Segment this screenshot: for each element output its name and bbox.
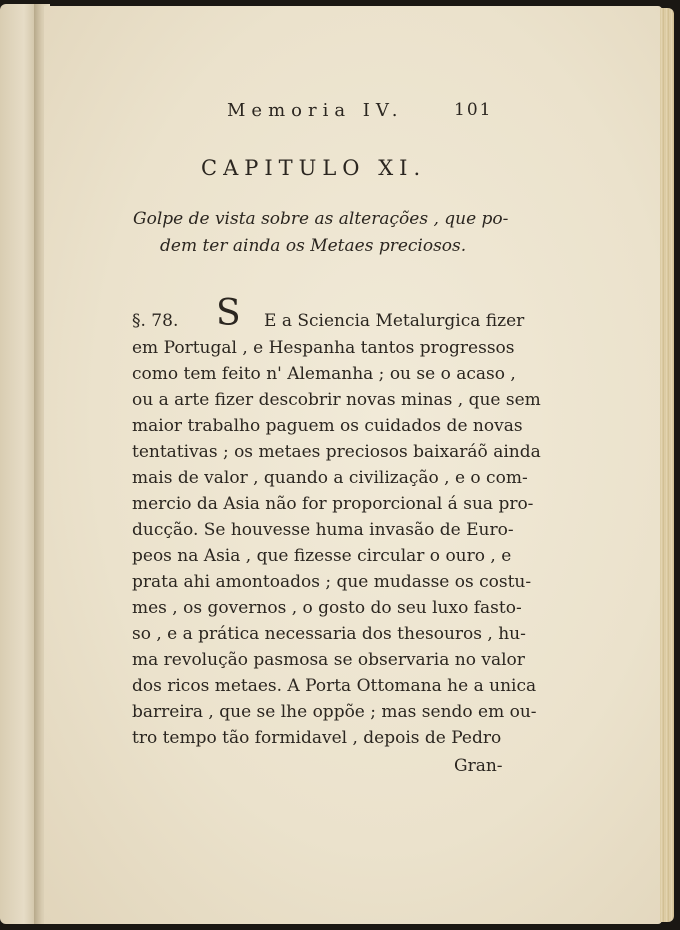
paragraph-line: so , e a prática necessaria dos thesouros , hu- (132, 624, 526, 644)
subtitle-line: Golpe de vista sobre as alterações , que po- (133, 209, 509, 229)
catchword: Gran- (454, 756, 503, 776)
paragraph-line: mais de valor , quando a civilização , e o com- (132, 468, 528, 488)
page-fore-edge (660, 8, 674, 922)
paragraph-line: como tem feito n' Alemanha ; ou se o acaso , (132, 364, 516, 384)
book-page (44, 6, 662, 924)
paragraph-line: mes , os governos , o gosto do seu luxo fasto- (132, 598, 522, 618)
section-number: §. 78. (132, 311, 179, 331)
paragraph-line: barreira , que se lhe oppõe ; mas sendo em ou- (132, 702, 537, 722)
paragraph-line: prata ahi amontoados ; que mudasse os costu- (132, 572, 532, 592)
drop-cap: S (216, 293, 241, 334)
subtitle-line: dem ter ainda os Metaes preciosos. (160, 236, 467, 256)
chapter-title: CAPITULO XI. (201, 156, 427, 180)
paragraph-line: tentativas ; os metaes preciosos baixaráõ ainda (132, 442, 541, 462)
paragraph-line: em Portugal , e Hespanha tantos progressos (132, 338, 515, 358)
page-number: 101 (454, 100, 493, 120)
paragraph-line: mercio da Asia não for proporcional á sua pro- (132, 494, 534, 514)
paragraph-line: peos na Asia , que fizesse circular o ouro , e (132, 546, 512, 566)
paragraph-line: dos ricos metaes. A Porta Ottomana he a unica (132, 676, 537, 696)
paragraph-line: tro tempo tão formidavel , depois de Pedro (132, 728, 502, 748)
running-head: Memoria IV. (227, 100, 404, 121)
paragraph-line: ou a arte fizer descobrir novas minas , que sem (132, 390, 541, 410)
paragraph-line: maior trabalho paguem os cuidados de novas (132, 416, 523, 436)
paragraph-line: ducção. Se houvesse huma invasão de Euro- (132, 520, 514, 540)
paragraph-first-line: E a Sciencia Metalurgica fizer (264, 311, 525, 331)
paragraph-line: ma revolução pasmosa se observaria no valor (132, 650, 525, 670)
